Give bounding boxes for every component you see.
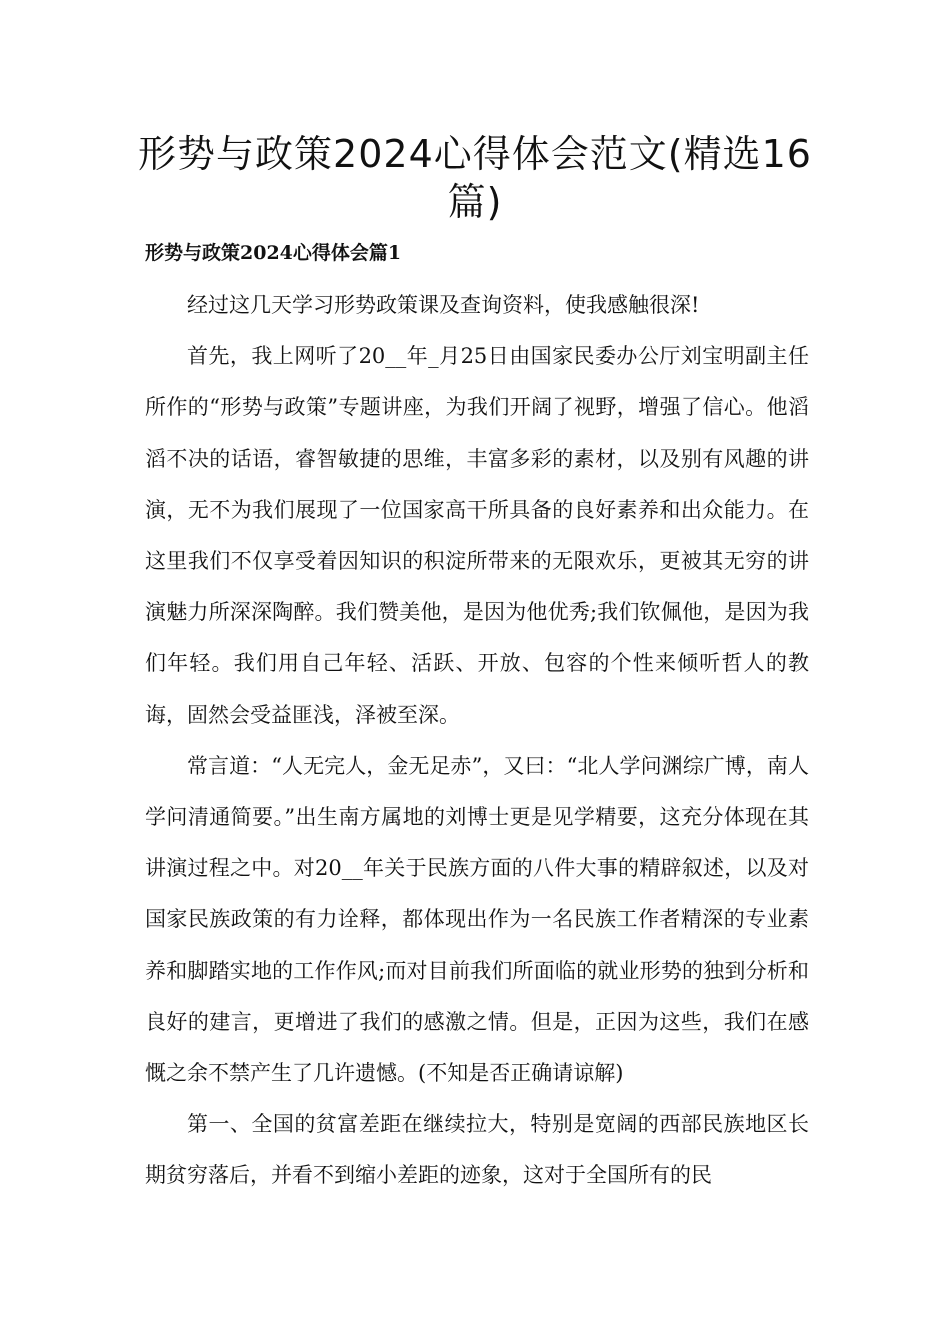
section-heading: 形势与政策2024心得体会篇1	[145, 242, 402, 264]
paragraph-1: 经过这几天学习形势政策课及查询资料，使我感触很深!	[187, 293, 700, 317]
paragraph-3: 常言道：“人无完人，金无足赤”，又曰：“北人学问渊综广博，南人学问清通简要。”出生南方属地的刘博士更是见学精要，这充分体现在其讲演过程之中。对20__年关于民族方面的八件大事的精辟叙述，以及对国家民族政策的有力诠释，都体现出作为一名民族工作者精深的专业素养和脚踏实地的工作作风;而对目前我们所面临的就业形势的独到分析和良好的建言，更增进了我们的感激之情。但是，正因为这些，我们在感慨之余不禁产生了几许遗憾。(不知是否正确请谅解)	[145, 753, 809, 1086]
document-title: 形势与政策2024心得体会范文(精选16篇)	[138, 132, 812, 224]
paragraph-2: 首先，我上网听了20__年_月25日由国家民委办公厅刘宝明副主任所作的“形势与政策”专题讲座，为我们开阔了视野，增强了信心。他滔滔不决的话语，睿智敏捷的思维，丰富多彩的素材，以及别有风趣的讲演，无不为我们展现了一位国家高干所具备的良好素养和出众能力。在这里我们不仅享受着因知识的积淀所带来的无限欢乐，更被其无穷的讲演魅力所深深陶醉。我们赞美他，是因为他优秀;我们钦佩他，是因为我们年轻。我们用自己年轻、活跃、开放、包容的个性来倾听哲人的教诲，固然会受益匪浅，泽被至深。	[145, 344, 809, 727]
document-body	[145, 280, 809, 1202]
paragraph-4: 第一、全国的贫富差距在继续拉大，特别是宽阔的西部民族地区长期贫穷落后，并看不到缩小差距的迹象，这对于全国所有的民	[145, 1112, 809, 1188]
